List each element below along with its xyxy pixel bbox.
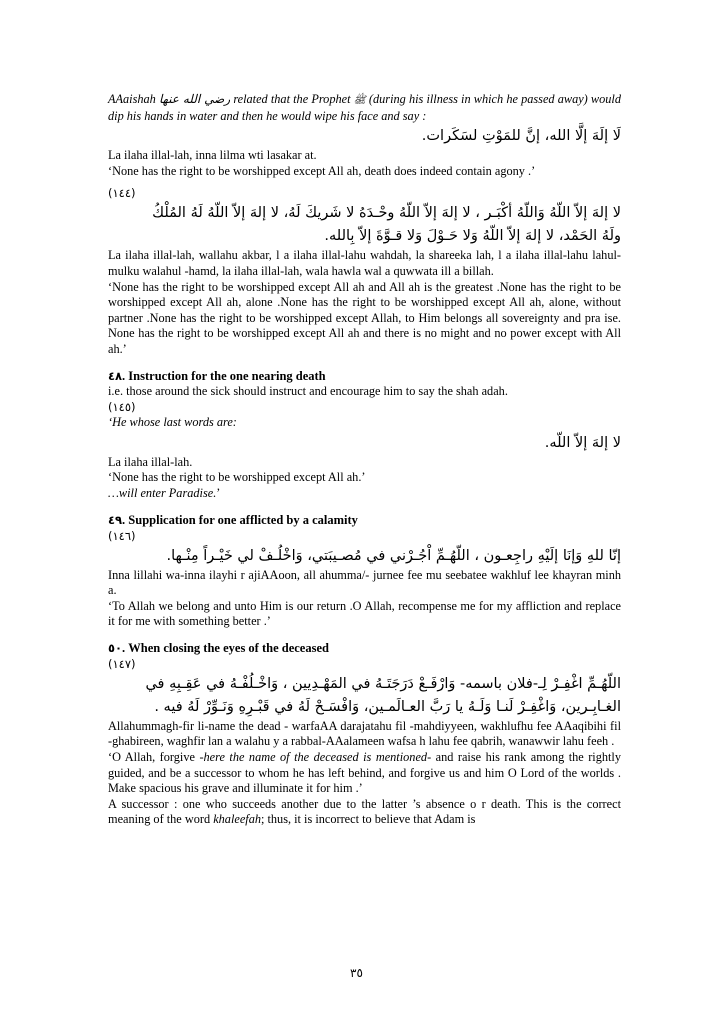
successor-note-a: A successor : one who succeeds another due to the latter ’s absence o r death. This is the correct meaning of the word <box>108 796 621 827</box>
dua-145-quote-intro: ‘He whose last words are: <box>108 415 237 430</box>
successor-note-italic: khaleefah <box>213 812 261 827</box>
dua-143-arabic: لَا إلَهَ إلَّا الله، إنَّ للمَوْتِ لسَكَرات. <box>421 128 621 145</box>
section-49-title: . Supplication for one afflicted by a calamity <box>122 512 358 527</box>
dua-147-arabic-2: الغـابِـرين، وَاغْفِـرْ لَنـا وَلَـهُ يا رَبَّ العـالَمـين، وَافْسَـحْ لَهُ في قَبْـرِهِ وَنَـوِّرْ لَهُ فيه . <box>154 698 621 715</box>
dua-147-translation-italic: -here the name of the deceased is mentioned <box>199 750 428 765</box>
dua-146-translit: Inna lillahi wa-inna ilayhi r ajiAAoon, all ahumma/- jurnee fee mu seebatee wakhluf lee khayran minh a. <box>108 567 621 598</box>
section-49-number: ٤٩ <box>108 512 123 527</box>
dua-145-arabic: لا إلهَ إلاّ اللّه. <box>544 434 621 451</box>
dua-144-number: (١٤٤) <box>108 186 136 201</box>
dua-143-translation: ‘None has the right to be worshipped except All ah, death does indeed contain agony .’ <box>108 163 536 178</box>
dua-147-translit: Allahummagh-fir li-name the dead - warfaAA darajatahu fil -mahdiyyeen, wakhlufhu fee AAaqibihi fil -ghabireen, waghfir lan a walahu y a rabbal-AAalameen wafsa h lahu fee qabrih, wanawwir lahu feeh . <box>108 718 621 749</box>
intro-name: AAaishah <box>108 92 156 106</box>
dua-145-translation: ‘None has the right to be worshipped except All ah.’ <box>108 470 366 485</box>
dua-144-translit: La ilaha illal-lah, wallahu akbar, l a ilaha illal-lahu wahdah, la shareeka lah, l a ilaha illal-lahu lahul-mulku walahul -hamd, la ilaha illal-lah, wala hawla wal a quwwata ill a billah. <box>108 248 621 278</box>
intro-text-b: (during his illness in which he passed away) would dip his hands in water and then he would wipe his face and say : <box>108 92 621 123</box>
dua-147-translation-a: ‘O Allah, forgive <box>108 750 200 765</box>
page-number: ٣٥ <box>350 966 363 980</box>
dua-145-number: (١٤٥) <box>108 400 136 415</box>
dua-147-translation-b: - and raise his rank among the rightly guided, and be a successor to whom he has left behind, and forgive us and him O Lord of the worlds . Make spacious his grave and illuminate it for him .’ <box>108 750 621 796</box>
dua-145-result <box>108 486 621 502</box>
successor-note-b: ; thus, it is incorrect to believe that Adam is <box>261 812 476 827</box>
dua-144-arabic-1: لا إلهَ إلاّ اللّهُ وَاللّهُ أكْبَـر ، لا إلهَ إلاّ اللّهُ وحْـدَهُ لا شَريكَ لَهُ، لا إلهَ إلاّ اللّهُ لَهُ المُلْكُ <box>152 205 621 222</box>
dua-145-result-text: …will enter Paradise. <box>108 485 217 500</box>
dua-146-arabic: إنّا للهِ وَإنَا إلَيْهِ راجِعـون ، اللّهُـمِّ اْجُـرْني في مُصـيبَتي، وَاخْلُـفْ لي خَيْـراً مِنْـها. <box>166 547 621 564</box>
document-page <box>108 92 621 828</box>
section-49-heading <box>108 512 621 528</box>
intro-paragraph <box>108 92 621 124</box>
section-48-explain: i.e. those around the sick should instruct and encourage him to say the shah adah. <box>108 383 508 398</box>
intro-honorific: رضي الله عنها <box>159 92 231 106</box>
section-48-heading <box>108 368 621 384</box>
intro-text-a: related that the Prophet <box>230 92 354 106</box>
section-50-heading <box>108 640 621 656</box>
section-50-title: . When closing the eyes of the deceased <box>122 640 329 655</box>
dua-145-translit: La ilaha illal-lah. <box>108 454 193 469</box>
dua-143-translit: La ilaha illal-lah, inna lilma wti lasakar at. <box>108 148 317 163</box>
dua-147-arabic-1: اللّهُـمِّ اغْفِـرْ لِـ-فلان باسمه- وَارْفَـعْ دَرَجَتَـهُ في المَهْـدِيين ، وَاخْـلُفْـهُ في عَقِـبِهِ في <box>145 675 621 692</box>
prophet-salutation-icon: ﷺ <box>353 95 366 106</box>
dua-144-arabic-2: ولَهُ الحَمْد، لا إلهَ إلاّ اللّهُ وَلا حَـوْلَ وَلا قـوَّةَ إلاّ بِالله. <box>324 228 621 245</box>
dua-147-translation <box>108 750 621 797</box>
dua-146-number: (١٤٦) <box>108 528 136 543</box>
successor-note <box>108 797 621 828</box>
dua-147-number: (١٤٧) <box>108 656 136 671</box>
dua-145-result-end: ’ <box>216 485 221 500</box>
dua-144-translation: ‘None has the right to be worshipped except All ah and All ah is the greatest .None has the right to be worshipped except All ah, alone .None has the right to be worshipped except All ah, alone, without partner .None has the right to be worshipped except Allah, to Him belongs all sovereignty and pra ise. None has the right to be worshipped except All ah and there is no might and no power except with All ah.’ <box>108 279 621 356</box>
dua-146-translation: ‘To Allah we belong and unto Him is our return .O Allah, recompense me for my affliction and replace it for me with something better .’ <box>108 598 621 629</box>
section-50-number: ٥٠ <box>108 640 123 655</box>
section-48-number: ٤٨ <box>108 368 123 383</box>
section-48-title: . Instruction for the one nearing death <box>122 368 326 383</box>
